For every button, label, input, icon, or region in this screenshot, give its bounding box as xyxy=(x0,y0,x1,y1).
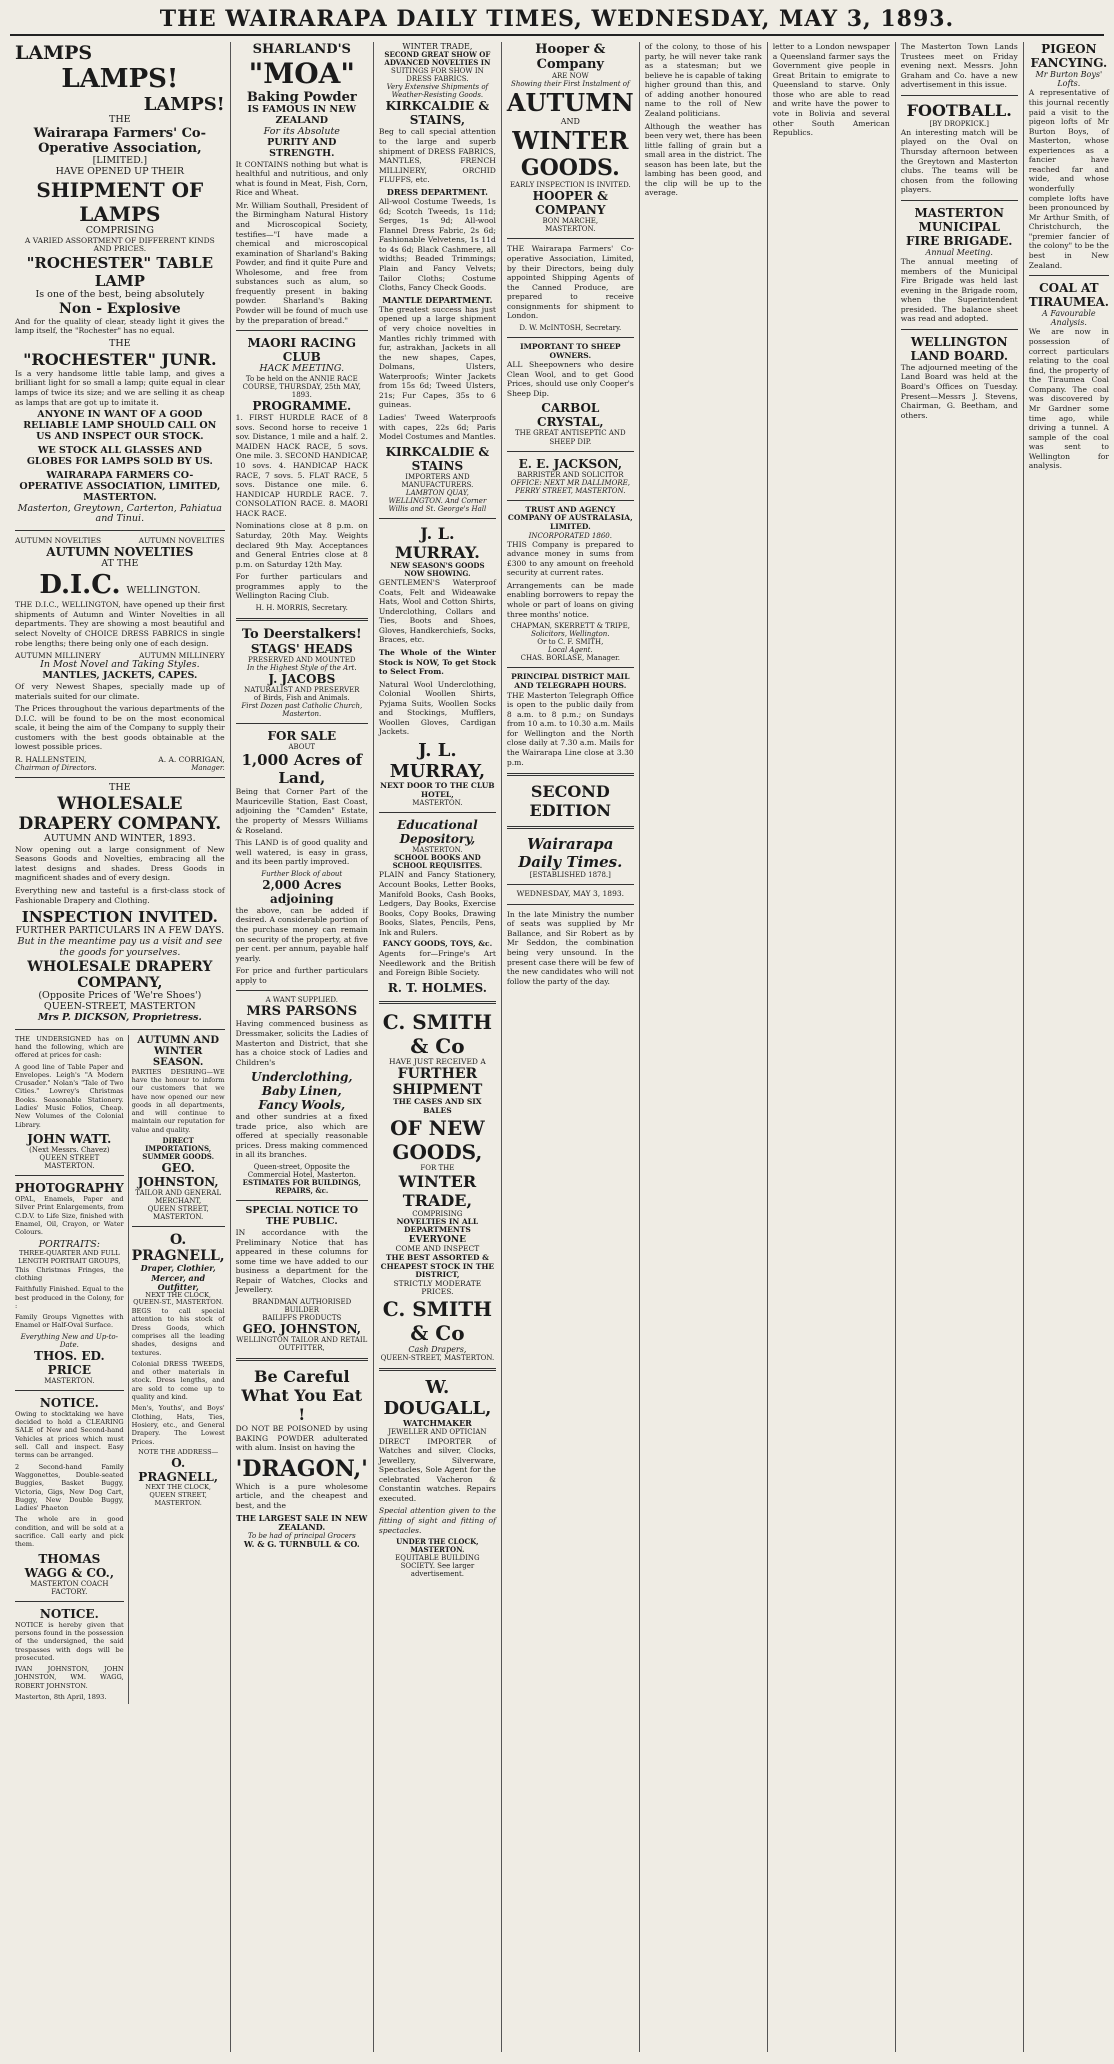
deerstalkers: To Deerstalkers! xyxy=(241,626,362,642)
notice2-text: NOTICE is hereby given that persons found in the possession of the undersigned, the said trespasses with dogs will be prosecuted. xyxy=(15,1620,124,1662)
further-shipment: FURTHER SHIPMENT xyxy=(392,1066,483,1099)
queen-st: QUEEN-STREET, MASTERTON xyxy=(43,1000,196,1012)
favourable: A Favourable Analysis. xyxy=(1042,309,1096,328)
murray-masterton: MASTERTON. xyxy=(412,799,463,808)
are-now: ARE NOW xyxy=(551,72,589,80)
wdc-text: Now opening out a large consignment of New Seasons Goods and Novelties, embracing all the latest designs and shades. Dress Goods in magnificent shades and of every design. xyxy=(15,844,225,883)
about: ABOUT xyxy=(288,743,316,752)
jacobs-addr: First Dozen past Catholic Church, Masterton. xyxy=(241,702,363,719)
autumn-text: PARTIES DESIRING—WE have the honour to inform our customers that we have now opened our new goods in all departments, and will continue to maintain our reputation for value and quality. xyxy=(131,1067,225,1134)
comprising-3: COMPRISING xyxy=(412,1209,463,1218)
fancy-wool: Fancy Wools, xyxy=(258,1098,346,1113)
jacobs-sub: of Birds, Fish and Animals. xyxy=(253,694,350,703)
dress-dept: DRESS DEPARTMENT. xyxy=(386,186,488,197)
hack: HACK MEETING. xyxy=(259,363,345,375)
parsons: MRS PARSONS xyxy=(246,1004,358,1020)
faithfully: Faithfully Finished. Equal to the best produced in the Colony, for : xyxy=(15,1285,124,1310)
assoc-title: Wairarapa Farmers' Co-Operative Association, xyxy=(33,125,206,156)
estimates: ESTIMATES FOR BUILDINGS, REPAIRS, &c. xyxy=(242,1178,361,1196)
glasses: WE STOCK ALL GLASSES AND GLOBES FOR LAMPS SOLD BY US. xyxy=(26,444,213,467)
photography: PHOTOGRAPHY xyxy=(15,1181,124,1196)
fancy: FANCY GOODS, TOYS, &c. xyxy=(382,939,493,949)
murray-2: J. L. MURRAY, xyxy=(389,740,486,783)
pragnell2-addr: NEXT THE CLOCK, QUEEN STREET, MASTERTON. xyxy=(145,1483,212,1507)
important: IMPORTANT TO SHEEP OWNERS. xyxy=(520,341,621,360)
dic-title: D.I.C. xyxy=(39,570,121,601)
coal-heading: COAL AT TIRAUMEA. xyxy=(1028,281,1109,310)
vehicles: 2 Second-hand Family Waggonettes, Double-seated Buggies, Basket Buggy, Victoria, Gigs, New Dog Cart, Buggy, New Double Buggy, Ladies' Phaeton xyxy=(15,1462,124,1513)
equitable: EQUITABLE BUILDING SOCIETY. See larger advertisement. xyxy=(395,1554,480,1579)
football-sub: [BY DROPKICK.] xyxy=(929,119,989,128)
mail-text: THE Masterton Telegraph Office is open to the public daily from 8 a.m. to 8 p.m.; on Sundays from 10 a.m. to 10.30 a.m. Mails for Wellington and the North close daily at 7.30 a.m. Mails for the Wairarapa Line close at 3.30 p.m. xyxy=(506,690,634,767)
column-6 xyxy=(768,42,896,2052)
football-heading: FOOTBALL. xyxy=(906,100,1012,120)
burton-lofts: Mr Burton Boys' Lofts. xyxy=(1035,70,1103,89)
want-supplied: A WANT SUPPLIED. xyxy=(265,996,338,1005)
the-label: THE xyxy=(109,114,131,125)
rochester-table: "ROCHESTER" TABLE LAMP xyxy=(26,253,214,290)
murray-text-2: The Whole of the Winter Stock is NOW, To get Stock to Select From. xyxy=(378,647,496,677)
column-4 xyxy=(502,42,640,2052)
wdt-title: Wairarapa Daily Times. xyxy=(518,835,623,872)
dougall-text: DIRECT IMPORTER of Watches and silver, Clocks, Jewellery, Silverware, Spectacles, Sole Agent for the celebrated Vacheron & Constantin watches. Repairs executed. xyxy=(378,1436,496,1503)
kirk2-addr: LAMBTON QUAY, WELLINGTON. And Corner Willis and St. George's Hall xyxy=(388,488,487,513)
edition-date: WEDNESDAY, MAY 3, 1893. xyxy=(516,889,624,899)
notice-text: Owing to stocktaking we have decided to hold a CLEARING SALE of New and Second-hand Vehicles at prices which must sell. Call and inspect. Easy terms can be arranged. xyxy=(15,1409,124,1460)
second-edition: SECOND EDITION xyxy=(529,782,612,821)
johnston-gen: GEO. JOHNSTON, xyxy=(242,1322,361,1337)
further-info: For further particulars and programmes apply to the Wellington Racing Club. xyxy=(235,572,368,601)
trust-text-2: Arrangements can be made enabling borrowers to repay the whole or part of loans on giving three months' notice. xyxy=(506,580,634,619)
mantle-text: The greatest success has just opened up a large shipment of very choice novelties in Mantles richly trimmed with fur, astrakhan, Jackets in all the new shapes, Capes, Dolmans, Ulsters, Waterproofs; Winter Jackets from 15s 6d; Tweed Ulsters, 21s; Fur Capes, 35s to 6 guineas. xyxy=(378,304,496,410)
bon: BON MARCHE, xyxy=(542,217,599,226)
macs: Ladies' Tweed Waterproofs with capes, 22s 6d; Paris Model Costumes and Mantles. xyxy=(378,413,496,442)
family: Family Groups Vignettes with Enamel or Half-Oval Surface. xyxy=(15,1313,124,1330)
pigeon-heading: PIGEON FANCYING. xyxy=(1030,42,1108,70)
maori: MAORI RACING CLUB xyxy=(247,336,357,365)
autumn-nov-right: AUTUMN NOVELTIES xyxy=(138,536,225,546)
millinery-left: AUTUMN MILLINERY xyxy=(15,651,101,661)
murray2-sub: NEXT DOOR TO THE CLUB HOTEL, xyxy=(380,781,495,799)
article-text-5b: Although the weather has been very wet, there has been little falling of grain but a small area in the district. The season has been late, but the lambing has been good, and the clip will be up to the average. xyxy=(644,121,762,198)
john-watt-addr: (Next Messrs. Chavez) xyxy=(29,1145,110,1154)
come-inspect: COME AND INSPECT xyxy=(395,1244,480,1254)
careful-text: DO NOT BE POISONED by using BAKING POWDER adulterated with alum. Insist on having the xyxy=(235,1424,368,1453)
pragnell-text-2: Colonial DRESS TWEEDS, and other materials in stock. Dress lengths, and are sold to come up to quality and kind. xyxy=(131,1359,225,1402)
sharland: SHARLAND'S xyxy=(252,42,351,57)
land-text-5: For price and further particulars apply to xyxy=(235,966,368,985)
barrister: BARRISTER AND SOLICITOR xyxy=(517,470,624,479)
jacobs: J. JACOBS xyxy=(268,672,336,687)
famous: IS FAMOUS IN NEW ZEALAND xyxy=(247,104,356,126)
portraits-sub: THREE-QUARTER AND FULL LENGTH PORTRAIT GROUPS, xyxy=(18,1249,121,1266)
autumn: AUTUMN xyxy=(506,88,634,118)
land: 1,000 Acres of Land, xyxy=(241,751,363,788)
pigeon-text: A representative of this journal recently paid a visit to the pigeon lofts of Mr Burton Boys, of Masterton, whose experiences as a fancier have reached far and wide, and whose wonderfully complete lofts have been pronounced by Mr Arthur Smith, of Christchurch, the "premier fancier of the colony" to be the best in New Zealand. xyxy=(1028,88,1109,270)
mantles: MANTLES, JACKETS, CAPES. xyxy=(42,670,198,682)
rochester-sub: Is one of the best, being absolutely xyxy=(35,288,205,300)
programme: PROGRAMME. xyxy=(252,399,352,414)
annual-meeting: Annual Meeting. xyxy=(925,247,993,257)
holmes: R. T. HOLMES. xyxy=(387,980,487,995)
trust: TRUST AND AGENCY COMPANY OF AUSTRALASIA, LIMITED. xyxy=(507,504,633,531)
column-2 xyxy=(231,42,374,2052)
branches: Masterton, Greytown, Carterton, Pahiatua and Tinui. xyxy=(17,502,222,525)
limited: [LIMITED.] xyxy=(92,154,148,166)
moa-text: It CONTAINS nothing but what is healthful and nutritious, and only what is found in Meat, Fish, Corn, Rice and Wheat. xyxy=(235,159,368,198)
ed-sub: MASTERTON. xyxy=(412,846,463,855)
style: In the Highest Style of the Art. xyxy=(246,664,357,673)
john-watt-items: A good line of Table Paper and Envelopes. Leigh's "A Modern Crusader." Nolan's "Tale of Two Cities." Lowrey's Christmas Books. Seasonable Stationery. Ladies' Music Folios, Cheap. New Volumes of the Colonial Library. xyxy=(15,1062,124,1129)
trust-text: THIS Company is prepared to advance money in sums from £300 to any amount on freehold security at current rates. xyxy=(506,539,634,578)
autumn-winter: AUTUMN AND WINTER, 1893. xyxy=(44,832,196,844)
article-text-4: In the late Ministry the number of seats was supplied by Mr Ballance, and Sir Robert as by Mr Seddon, the combination being very unsound. In the present case there will be few of the new candidates who will not follow the party of the day. xyxy=(506,909,634,986)
columns xyxy=(10,42,1109,2052)
new-season: NEW SEASON'S GOODS NOW SHOWING. xyxy=(390,560,485,578)
johnston-role: TAILOR AND GENERAL MERCHANT, xyxy=(135,1189,222,1206)
jacobs-role: NATURALIST AND PRESERVER xyxy=(244,686,360,695)
johnston-ad: DIRECT IMPORTATIONS, SUMMER GOODS. xyxy=(142,1136,215,1162)
notice2-title: NOTICE. xyxy=(39,1606,99,1621)
land-board-heading: WELLINGTON LAND BOARD. xyxy=(910,334,1009,363)
at-the: AT THE xyxy=(101,558,139,570)
millinery-right: AUTUMN MILLINERY xyxy=(139,651,225,661)
dic-text: THE D.I.C., WELLINGTON, have opened up their first shipments of Autumn and Winter Novelties in all departments. They are showing a most beautiful and select Novelty of CHOICE DRESS FABRICS in single robe lengths; there being only one of each design. xyxy=(15,600,225,648)
rochester-junr: "ROCHESTER" JUNR. xyxy=(23,349,217,369)
and: AND xyxy=(560,117,580,127)
but: But in the meantime pay us a visit and see the goods for yourselves. xyxy=(17,936,223,958)
dougall: W. DOUGALL, xyxy=(383,1377,492,1420)
fire-text: The annual meeting of members of the Municipal Fire Brigade was held last evening in the Brigade room, when the Superintendent presided. The balance sheet was read and adopted. xyxy=(900,256,1018,324)
kirk-text: Beg to call special attention to the large and superb shipment of DRESS FABRICS, MANTLES, FRENCH MILLINERY, ORCHID FLUFFS, etc. xyxy=(378,127,496,185)
fire-heading: MASTERTON MUNICIPAL FIRE BRIGADE. xyxy=(906,205,1013,248)
john-watt: JOHN WATT. xyxy=(27,1131,112,1146)
column-5 xyxy=(640,42,768,2052)
strictly: STRICTLY MODERATE PRICES. xyxy=(393,1278,482,1297)
for-sale: FOR SALE xyxy=(267,729,337,744)
preserved: PRESERVED AND MOUNTED xyxy=(248,655,356,664)
dic-wellington: WELLINGTON. xyxy=(126,585,201,597)
turnbull: W. & G. TURNBULL & CO. xyxy=(243,1539,360,1550)
non-explosive: Non - Explosive xyxy=(59,300,181,317)
mrs: Mrs P. DICKSON, Proprietress. xyxy=(37,1011,202,1023)
cash: Cash Drapers, xyxy=(408,1345,467,1355)
winter: WINTER xyxy=(512,126,629,156)
csmith-2: C. SMITH & Co xyxy=(382,1297,492,1346)
plain: PLAIN and Fancy Stationery, Account Books, Letter Books, Manifold Books, Cash Books, Ledgers, Day Books, Exercise Books, Copy Books, Drawing Books, Slates, Pencils, Pens, Ink and Rulers. xyxy=(378,870,496,937)
programme-text: 1. FIRST HURDLE RACE of 8 sovs. Second horse to receive 1 sov. Distance, 1 mile and a half. 2. MAIDEN HACK RACE, 5 sovs. One mile. 3. SECOND HANDICAP, 10 sovs. 4. HANDICAP HACK RACE, 7 sovs. 5. FLAT RACE, 5 sovs. Distance one mile. 6. HANDICAP HURDLE RACE. 7. CONSOLATION RACE. 8. MAORI HACK RACE. xyxy=(235,413,368,518)
shipping-text: THE Wairarapa Farmers' Co-operative Association, Limited, by their Directors, being duly appointed Shipping Agents of the Canned Produce, are prepared to receive consignments for shipment to London. xyxy=(506,244,634,321)
agents: Agents for—Fringe's Art Needlework and the British and Foreign Bible Society. xyxy=(378,949,496,978)
office: OFFICE: NEXT MR DALLIMORE, PERRY STREET, MASTERTON. xyxy=(510,478,630,495)
hack-sec: H. H. MORRIS, Secretary. xyxy=(255,603,348,612)
land-text-4: the above, can be added if desired. A considerable portion of the purchase money can remain on security of the property, at five per cent. per annum, payable half yearly. xyxy=(235,905,368,963)
dress-text: All-wool Costume Tweeds, 1s 6d; Scotch Tweeds, 1s 11d; Serges, 1s 9d; All-wool Flannel Dress Fabric, 2s 6d; Fashionable Velvetens, 1s 11d to 4s 6d; Black Cashmere, all widths; Beaded Trimmings; Plain and Fancy Velvets; Tailor Cloths; Costume Cloths, Fancy Check Goods. xyxy=(378,197,496,293)
column-1 xyxy=(10,42,231,2052)
sig2-role: Manager. xyxy=(191,763,225,772)
novelties: NOVELTIES IN ALL DEPARTMENTS xyxy=(396,1216,479,1235)
suitings: SUITINGS FOR SHOW IN DRESS FABRICS. xyxy=(391,67,484,84)
sig2: A. A. CORRIGAN, xyxy=(158,754,225,764)
murray-text: GENTLEMEN'S Waterproof Coats, Felt and Wideawake Hats, Wool and Cotton Shirts, Underclothing, Collars and Ties, Boots and Shoes, Gloves, Handkerchiefs, Socks, Braces, etc. xyxy=(378,578,496,645)
rochester-desc: And for the quality of clear, steady light it gives the lamp itself, the "Rochester" has no equal. xyxy=(15,316,225,336)
everything-2: Everything New and Up-to-Date. xyxy=(20,1332,118,1349)
article-text-7: The Masterton Town Lands Trustees meet on Friday evening next. Messrs. John Graham and Co. have a new advertisement in this issue. xyxy=(900,42,1018,90)
murray: J. L. MURRAY. xyxy=(394,523,480,562)
notice2-names: IVAN JOHNSTON, JOHN JOHNSTON, WM. WAGG, ROBERT JOHNSTON. xyxy=(15,1665,124,1690)
established: [ESTABLISHED 1878.] xyxy=(529,871,611,880)
jeweller: JEWELLER AND OPTICIAN xyxy=(388,1428,487,1437)
carbol-sub: THE GREAT ANTISEPTIC AND SHEEP DIP. xyxy=(514,429,626,446)
hack-sub: To be held on the ANNIE RACE COURSE, THURSDAY, 25th MAY, 1893. xyxy=(242,375,361,400)
wholesale-title: WHOLESALE DRAPERY COMPANY. xyxy=(18,793,222,834)
school: SCHOOL BOOKS AND SCHOOL REQUISITES. xyxy=(392,853,483,871)
wfca: WAIRARAPA FARMERS CO-OPERATIVE ASSOCIATION, LIMITED, MASTERTON. xyxy=(19,469,221,503)
principal: PRINCIPAL DISTRICT MAIL AND TELEGRAPH HOURS. xyxy=(511,672,630,690)
solicitors: Solicitors, Wellington. xyxy=(531,630,610,639)
opposite: (Opposite Prices of 'We're Shoes') xyxy=(38,989,202,1001)
lamps-right: LAMPS! xyxy=(143,94,225,115)
kirk2: KIRKCALDIE & STAINS xyxy=(385,444,490,473)
early: EARLY INSPECTION IS INVITED. xyxy=(509,181,631,190)
variety: A VARIED ASSORTMENT OF DIFFERENT KINDS AND PRICES. xyxy=(24,235,215,254)
shipping-sec: D. W. McINTOSH, Secretary. xyxy=(519,323,622,332)
hooper: Hooper & Company xyxy=(535,42,606,72)
brandman: BRANDMAN AUTHORISED BUILDER xyxy=(252,1297,352,1315)
chapman: CHAPMAN, SKERRETT & TRIPE, xyxy=(510,622,630,631)
pragnell-2: O. PRAGNELL, xyxy=(138,1456,219,1485)
hooper-2: HOOPER & COMPANY xyxy=(532,189,609,218)
wagg-factory: MASTERTON COACH FACTORY. xyxy=(30,1579,109,1596)
land-board-text: The adjourned meeting of the Land Board was held at the Board's Offices on Tuesday. Present—Messrs J. Stevens, Chairman, G. Beetham, and others. xyxy=(900,362,1018,420)
autumn-winter-2: AUTUMN AND WINTER SEASON. xyxy=(137,1034,220,1068)
dragon-largest: THE LARGEST SALE IN NEW ZEALAND. xyxy=(236,1512,368,1532)
mantle-dept: MANTLE DEPARTMENT. xyxy=(382,294,493,305)
land-acres: 2,000 Acres adjoining xyxy=(262,877,342,906)
parsons-addr: Queen-street, Opposite the Commercial Hotel, Masterton. xyxy=(247,1163,356,1180)
football-text: An interesting match will be played on the Oval on Thursday afternoon between the Greytown and Masterton clubs. The teams will be chosen from the following players. xyxy=(900,127,1018,195)
article-text-6: letter to a London newspaper a Queensland farmer says the Government give people in Great Britain to emigrate to Queensland to starve. Only those who are able to read and write have the power to vote in Bolivia and several other South American Republics. xyxy=(772,42,890,138)
pragnell-text: BEGS to call special attention to his stock of Dress Goods, which comprises all the leading shades, designs and textures. xyxy=(131,1307,225,1357)
special: SPECIAL NOTICE TO THE PUBLIC. xyxy=(245,1205,359,1228)
baking: Baking Powder xyxy=(246,90,357,105)
autumn-nov-at: AUTUMN NOVELTIES xyxy=(46,545,194,560)
notice-title: NOTICE. xyxy=(39,1395,99,1410)
of-new: OF NEW GOODS, xyxy=(390,1115,485,1164)
showing: Showing their First Instalment of xyxy=(511,80,630,89)
best-stock: THE BEST ASSORTED & CHEAPEST STOCK IN THE DISTRICT, xyxy=(380,1252,495,1280)
watchmaker: WATCHMAKER xyxy=(402,1418,472,1429)
john-watt-street: QUEEN STREET MASTERTON. xyxy=(39,1153,100,1170)
very: Very Extensive Shipments of Weather-Resisting Goods. xyxy=(386,83,489,100)
inspection: INSPECTION INVITED. xyxy=(21,908,218,927)
have-just: HAVE JUST RECEIVED A xyxy=(389,1056,486,1066)
incorporated: INCORPORATED 1860. xyxy=(528,531,612,540)
dragon-text: Which is a pure wholesome article, and the cheapest and best, and the xyxy=(235,1481,368,1511)
comprising: COMPRISING xyxy=(85,224,154,236)
carbol: CARBOL CRYSTAL, xyxy=(537,401,604,430)
pragnell-text-3: Men's, Youths', and Boys' Clothing, Hats, Ties, Hosiery, etc., and General Drapery. The Lowest Prices. xyxy=(131,1404,225,1446)
article-text-5: of the colony, to those of his party, he will never take rank as a statesman; but we believe he is capable of taking higher ground than this, and of adding another honoured name to the roll of New Zealand politicians. xyxy=(644,42,762,118)
under-clock: UNDER THE CLOCK, MASTERTON. xyxy=(396,1537,479,1555)
coal-text: We are now in possession of correct particulars relating to the coal find, the property of the Tiraumea Coal Company. The coal was discovered by Mr Gardner some time ago, while driving a tunnel. A sample of the coal was sent to Wellington for analysis. xyxy=(1028,327,1109,471)
junr-desc: Is a very handsome little table lamp, and gives a brilliant light for so small a lamp; quite equal in clear lamps of twice its size; and we are selling it as cheap as lamps that are got up to imitate it. xyxy=(15,368,225,407)
masthead: THE WAIRARAPA DAILY TIMES, WEDNESDAY, MAY 3, 1893. xyxy=(10,6,1104,36)
column-7 xyxy=(896,42,1024,2052)
chas: CHAS. BORLASE, Manager. xyxy=(520,654,620,663)
further: FURTHER PARTICULARS IN A FEW DAYS. xyxy=(15,925,225,937)
for-its: For its Absolute xyxy=(263,125,340,137)
the-label-3: THE xyxy=(109,781,131,793)
everyone: EVERYONE xyxy=(408,1234,467,1245)
sig1-role: Chairman of Directors. xyxy=(15,763,97,772)
dic-text-2: The Prices throughout the various departments of the D.I.C. will be found to be on the most economical scale, it being the aim of the Company to supply their customers with the best goods obtainable at the lowest possible prices. xyxy=(15,704,225,752)
column-8 xyxy=(1024,42,1114,2052)
pragnell-note: NOTE THE ADDRESS— xyxy=(138,1447,219,1456)
wellington-ad: WELLINGTON TAILOR AND RETAIL OUTFITTER, xyxy=(236,1336,368,1353)
tins: This Christmas Fringes, the clothing xyxy=(15,1265,124,1282)
autumn-nov-left: AUTUMN NOVELTIES xyxy=(15,536,102,546)
bailiffs: BAILIFFS PRODUCTS xyxy=(262,1314,342,1323)
second-show: SECOND GREAT SHOW OF ADVANCED NOVELTIES IN xyxy=(384,50,491,68)
pragnell-role: Draper, Clothier, Mercer, and Outfitter, xyxy=(140,1263,216,1292)
anyone: ANYONE IN WANT OF A GOOD RELIABLE LAMP SHOULD CALL ON US AND INSPECT OUR STOCK. xyxy=(23,409,217,442)
land-text-3: Further Block of about xyxy=(261,869,343,878)
csmith: C. SMITH & Co xyxy=(382,1009,492,1058)
stags: STAGS' HEADS xyxy=(250,641,353,656)
sheep-text: ALL Sheepowners who desire Clean Wool, and to get Good Prices, should use only Cooper's Sheep Dip. xyxy=(506,360,634,398)
cases: THE CASES AND SIX BALES xyxy=(393,1097,482,1115)
special-text: IN accordance with the Preliminary Notice that has appeared in these columns for some time we have added to our business a department for the Repair of Watches, Clocks and Jewellery. xyxy=(235,1228,368,1295)
have-opened: HAVE OPENED UP THEIR xyxy=(55,165,185,177)
vehicles-sub: The whole are in good condition, and will be sold at a sacrifice. Call early and pick them. xyxy=(15,1515,124,1549)
johnston-street: QUEEN STREET, MASTERTON. xyxy=(147,1205,209,1222)
lamps-left: LAMPS xyxy=(15,42,93,64)
nominations: Nominations close at 8 p.m. on Saturday, 20th May. Weights declared 9th May. Acceptances and General Entries close at 8 p.m. on Saturday 12th May. xyxy=(235,521,368,569)
moa-text-2: Mr. William Southall, President of the Birmingham Natural History and Microscopical Society, testifies—"I have made a chemical and microscopical examination of Sharland's Baking Powder, and find it quite Pure and Wholesome, and free from substances such as alum, so frequently present in baking powder. Sharland's Baking Powder will be found of much use by the preparation of bread." xyxy=(235,200,368,325)
dragon: 'DRAGON,' xyxy=(235,1455,368,1482)
baby-linen: Baby Linen, xyxy=(261,1084,342,1099)
local-agent: Local Agent. xyxy=(547,646,593,655)
notice2-date: Masterton, 8th April, 1893. xyxy=(15,1693,107,1702)
dragon-text-2: To be had of principal Grocers xyxy=(247,1531,356,1540)
moa: "MOA" xyxy=(248,57,355,90)
educational: Educational Depository, xyxy=(397,818,478,847)
john-watt-notice: THE UNDERSIGNED has on hand the following, which are offered at prices for cash: xyxy=(15,1034,124,1060)
johnston-name: GEO. JOHNSTON, xyxy=(137,1161,219,1190)
mantles-sub: Of very Newest Shapes, specially made up of materials suited for our climate. xyxy=(15,681,225,701)
photo-text: OPAL, Enamels, Paper and Silver Print Enlargements, from C.D.V. to Life Size, finished with Enamel, Oil, Crayon, or Water Colours. xyxy=(15,1195,124,1237)
sig1: R. HALLENSTEIN, xyxy=(15,754,87,764)
land-text: Being that Corner Part of the Mauriceville Station, East Coast, adjoining the "Camden" Estate, the property of Messrs Williams & Roseland. xyxy=(235,787,368,835)
careful: Be Careful What You Eat ! xyxy=(241,1367,363,1425)
for-the: FOR THE xyxy=(420,1163,455,1172)
goods: GOODS. xyxy=(520,155,620,182)
jackson: E. E. JACKSON, xyxy=(518,456,623,471)
purity: PURITY AND STRENGTH. xyxy=(267,136,337,159)
special-att: Special attention given to the fitting of sight and fitting of spectacles. xyxy=(378,1506,496,1535)
lamps-mid: LAMPS! xyxy=(61,64,179,94)
pragnell-addr: NEXT THE CLOCK, QUEEN-ST., MASTERTON. xyxy=(133,1290,224,1307)
pragnell-name: O. PRAGNELL, xyxy=(131,1232,225,1265)
kirkcaldie: KIRKCALDIE & STAINS, xyxy=(385,99,490,128)
portraits: PORTRAITS: xyxy=(38,1238,100,1250)
shipment-title: SHIPMENT OF LAMPS xyxy=(36,177,204,226)
parsons-text: Having commenced business as Dressmaker, solicits the Ladies of Masterton and District, that she has a choice stock of Ladies and Children's xyxy=(235,1019,368,1067)
column-3 xyxy=(374,42,502,2052)
murray-text-3: Natural Wool Underclothing, Colonial Woollen Shirts, Pyjama Suits, Woollen Socks and Stockings, Mufflers, Woollen Gloves, Cardigan Jackets. xyxy=(378,679,496,737)
the-label-2: THE xyxy=(109,337,131,349)
winter-trade: WINTER TRADE, xyxy=(398,1171,477,1210)
land-text-2: This LAND is of good quality and well watered, is easy in grass, and its been partly improved. xyxy=(235,838,368,867)
csmith-lr: Or to C. F. SMITH, xyxy=(537,638,604,647)
wdc2: WHOLESALE DRAPERY COMPANY, xyxy=(27,958,213,991)
winter-intimation: WINTER TRADE, xyxy=(402,42,473,51)
price: THOS. ED. PRICE xyxy=(34,1348,105,1377)
parsons-text-2: and other sundries at a fixed trade price, also which are offered at specially reasonable prices. Dress making commenced in all its branches. xyxy=(235,1112,368,1160)
wagg: THOMAS WAGG & CO., xyxy=(24,1551,115,1580)
underclothing: Underclothing, xyxy=(251,1070,353,1085)
hooper-masterton: MASTERTON. xyxy=(545,225,596,234)
everything: Everything new and tasteful is a first-class stock of Fashionable Drapery and Clothing. xyxy=(15,885,225,905)
kirk2-sub: IMPORTERS AND MANUFACTURERS. xyxy=(401,472,474,489)
price-masterton: MASTERTON. xyxy=(44,1376,95,1385)
queen: QUEEN-STREET, MASTERTON. xyxy=(380,1354,495,1363)
newest: In Most Novel and Taking Styles. xyxy=(40,659,200,671)
